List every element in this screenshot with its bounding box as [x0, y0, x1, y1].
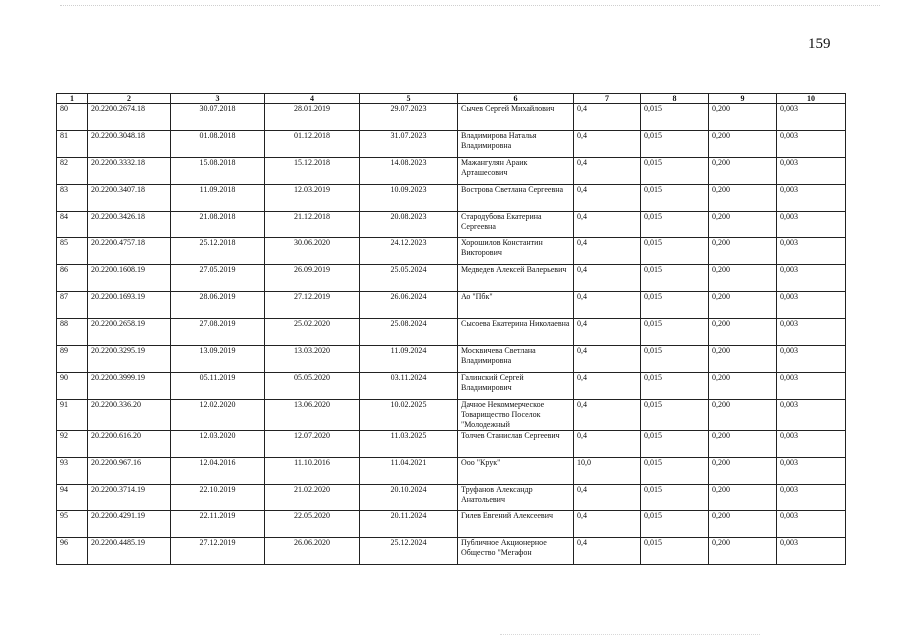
table-row [57, 104, 846, 131]
value-cell: 0,015 [641, 184, 709, 211]
value-cell: 0,003 [777, 538, 846, 565]
row-number: 96 [57, 538, 88, 565]
value-cell: 0,003 [777, 157, 846, 184]
column-header: 2 [88, 94, 171, 104]
column-header: 5 [360, 94, 458, 104]
name-cell: Публичное Акционерное Общество "Мегафон [458, 538, 574, 565]
column-header: 4 [265, 94, 360, 104]
code-cell: 20.2200.3426.18 [88, 211, 171, 238]
value-cell: 0,015 [641, 484, 709, 511]
date-middle-cell: 15.12.2018 [265, 157, 360, 184]
value-cell: 0,015 [641, 130, 709, 157]
date-end-cell: 20.08.2023 [360, 211, 458, 238]
code-cell: 20.2200.967.16 [88, 457, 171, 484]
date-start-cell: 01.08.2018 [171, 130, 265, 157]
date-end-cell: 20.11.2024 [360, 511, 458, 538]
value-cell: 10,0 [574, 457, 641, 484]
value-cell: 0,003 [777, 211, 846, 238]
name-cell: Хорошилов Константин Викторович [458, 238, 574, 265]
date-end-cell: 26.06.2024 [360, 292, 458, 319]
row-number: 92 [57, 430, 88, 457]
date-end-cell: 31.07.2023 [360, 130, 458, 157]
name-cell: Труфанов Александр Анатольевич [458, 484, 574, 511]
value-cell: 0,4 [574, 184, 641, 211]
row-number: 82 [57, 157, 88, 184]
date-end-cell: 14.08.2023 [360, 157, 458, 184]
value-cell: 0,4 [574, 157, 641, 184]
code-cell: 20.2200.3295.19 [88, 346, 171, 373]
code-cell: 20.2200.2674.18 [88, 104, 171, 131]
row-number: 85 [57, 238, 88, 265]
row-number: 86 [57, 265, 88, 292]
value-cell: 0,015 [641, 292, 709, 319]
value-cell: 0,4 [574, 211, 641, 238]
scan-artifact-line [60, 5, 880, 6]
column-header: 3 [171, 94, 265, 104]
value-cell: 0,4 [574, 104, 641, 131]
column-header: 7 [574, 94, 641, 104]
code-cell: 20.2200.4485.19 [88, 538, 171, 565]
value-cell: 0,015 [641, 511, 709, 538]
table-row [57, 346, 846, 373]
value-cell: 0,015 [641, 157, 709, 184]
table-row [57, 157, 846, 184]
table-row [57, 211, 846, 238]
name-cell: Сычев Сергей Михайлович [458, 104, 574, 131]
value-cell: 0,200 [709, 238, 777, 265]
name-cell: Мажангулян Араик Арташесович [458, 157, 574, 184]
table-row [57, 484, 846, 511]
name-cell: Стародубова Екатерина Сергеевна [458, 211, 574, 238]
row-number: 87 [57, 292, 88, 319]
date-end-cell: 10.09.2023 [360, 184, 458, 211]
code-cell: 20.2200.3407.18 [88, 184, 171, 211]
row-number: 84 [57, 211, 88, 238]
value-cell: 0,003 [777, 130, 846, 157]
date-start-cell: 22.11.2019 [171, 511, 265, 538]
date-middle-cell: 25.02.2020 [265, 319, 360, 346]
name-cell: Толчев Станислав Сергеевич [458, 430, 574, 457]
date-middle-cell: 22.05.2020 [265, 511, 360, 538]
value-cell: 0,200 [709, 372, 777, 399]
date-start-cell: 28.06.2019 [171, 292, 265, 319]
value-cell: 0,003 [777, 511, 846, 538]
header-row [57, 94, 846, 104]
value-cell: 0,015 [641, 319, 709, 346]
value-cell: 0,4 [574, 130, 641, 157]
value-cell: 0,4 [574, 372, 641, 399]
table-body [57, 104, 846, 565]
row-number: 89 [57, 346, 88, 373]
row-number: 93 [57, 457, 88, 484]
value-cell: 0,200 [709, 211, 777, 238]
table-row [57, 238, 846, 265]
value-cell: 0,4 [574, 538, 641, 565]
value-cell: 0,200 [709, 430, 777, 457]
value-cell: 0,015 [641, 457, 709, 484]
code-cell: 20.2200.4291.19 [88, 511, 171, 538]
row-number: 90 [57, 372, 88, 399]
column-header: 1 [57, 94, 88, 104]
value-cell: 0,015 [641, 399, 709, 430]
date-middle-cell: 28.01.2019 [265, 104, 360, 131]
value-cell: 0,003 [777, 184, 846, 211]
value-cell: 0,003 [777, 457, 846, 484]
date-middle-cell: 12.03.2019 [265, 184, 360, 211]
date-middle-cell: 27.12.2019 [265, 292, 360, 319]
date-start-cell: 12.03.2020 [171, 430, 265, 457]
value-cell: 0,4 [574, 265, 641, 292]
table-row [57, 319, 846, 346]
date-middle-cell: 21.12.2018 [265, 211, 360, 238]
date-middle-cell: 05.05.2020 [265, 372, 360, 399]
name-cell: Владимирова Наталья Владимировна [458, 130, 574, 157]
registry-table [56, 93, 846, 565]
value-cell: 0,4 [574, 292, 641, 319]
column-header: 10 [777, 94, 846, 104]
code-cell: 20.2200.4757.18 [88, 238, 171, 265]
value-cell: 0,200 [709, 319, 777, 346]
code-cell: 20.2200.1693.19 [88, 292, 171, 319]
value-cell: 0,003 [777, 372, 846, 399]
value-cell: 0,003 [777, 319, 846, 346]
table-row [57, 265, 846, 292]
value-cell: 0,015 [641, 238, 709, 265]
code-cell: 20.2200.3048.18 [88, 130, 171, 157]
date-end-cell: 29.07.2023 [360, 104, 458, 131]
value-cell: 0,4 [574, 511, 641, 538]
code-cell: 20.2200.3714.19 [88, 484, 171, 511]
date-middle-cell: 21.02.2020 [265, 484, 360, 511]
row-number: 88 [57, 319, 88, 346]
code-cell: 20.2200.3332.18 [88, 157, 171, 184]
row-number: 94 [57, 484, 88, 511]
date-start-cell: 12.02.2020 [171, 399, 265, 430]
table-row [57, 457, 846, 484]
date-end-cell: 03.11.2024 [360, 372, 458, 399]
date-start-cell: 25.12.2018 [171, 238, 265, 265]
column-header: 9 [709, 94, 777, 104]
value-cell: 0,003 [777, 346, 846, 373]
value-cell: 0,4 [574, 346, 641, 373]
row-number: 95 [57, 511, 88, 538]
value-cell: 0,4 [574, 399, 641, 430]
table-row [57, 430, 846, 457]
row-number: 81 [57, 130, 88, 157]
value-cell: 0,015 [641, 346, 709, 373]
date-middle-cell: 11.10.2016 [265, 457, 360, 484]
table-row [57, 538, 846, 565]
value-cell: 0,003 [777, 265, 846, 292]
date-start-cell: 27.05.2019 [171, 265, 265, 292]
date-start-cell: 27.08.2019 [171, 319, 265, 346]
value-cell: 0,003 [777, 399, 846, 430]
date-start-cell: 12.04.2016 [171, 457, 265, 484]
code-cell: 20.2200.2658.19 [88, 319, 171, 346]
table-row [57, 372, 846, 399]
value-cell: 0,200 [709, 184, 777, 211]
name-cell: Вострова Светлана Сергеевна [458, 184, 574, 211]
date-middle-cell: 13.03.2020 [265, 346, 360, 373]
table-row [57, 130, 846, 157]
value-cell: 0,200 [709, 157, 777, 184]
value-cell: 0,200 [709, 346, 777, 373]
column-header: 8 [641, 94, 709, 104]
value-cell: 0,015 [641, 211, 709, 238]
code-cell: 20.2200.1608.19 [88, 265, 171, 292]
name-cell: Галинский Сергей Владимирович [458, 372, 574, 399]
value-cell: 0,003 [777, 484, 846, 511]
date-start-cell: 22.10.2019 [171, 484, 265, 511]
value-cell: 0,200 [709, 292, 777, 319]
table-row [57, 511, 846, 538]
value-cell: 0,4 [574, 484, 641, 511]
row-number: 83 [57, 184, 88, 211]
name-cell: Сысоева Екатерина Николаевна [458, 319, 574, 346]
value-cell: 0,200 [709, 484, 777, 511]
table-row [57, 399, 846, 430]
name-cell: Москвичева Светлана Владимировна [458, 346, 574, 373]
value-cell: 0,015 [641, 538, 709, 565]
date-end-cell: 20.10.2024 [360, 484, 458, 511]
date-end-cell: 25.05.2024 [360, 265, 458, 292]
name-cell: Ооо "Крук" [458, 457, 574, 484]
value-cell: 0,015 [641, 430, 709, 457]
value-cell: 0,4 [574, 238, 641, 265]
date-start-cell: 11.09.2018 [171, 184, 265, 211]
code-cell: 20.2200.616.20 [88, 430, 171, 457]
table-row [57, 184, 846, 211]
date-middle-cell: 26.06.2020 [265, 538, 360, 565]
date-end-cell: 10.02.2025 [360, 399, 458, 430]
scan-artifact-line [500, 634, 760, 635]
table-row [57, 292, 846, 319]
value-cell: 0,200 [709, 538, 777, 565]
date-start-cell: 05.11.2019 [171, 372, 265, 399]
value-cell: 0,200 [709, 265, 777, 292]
date-end-cell: 24.12.2023 [360, 238, 458, 265]
date-start-cell: 21.08.2018 [171, 211, 265, 238]
value-cell: 0,200 [709, 511, 777, 538]
date-middle-cell: 13.06.2020 [265, 399, 360, 430]
date-start-cell: 13.09.2019 [171, 346, 265, 373]
date-start-cell: 30.07.2018 [171, 104, 265, 131]
value-cell: 0,200 [709, 457, 777, 484]
value-cell: 0,200 [709, 130, 777, 157]
value-cell: 0,4 [574, 319, 641, 346]
date-end-cell: 25.08.2024 [360, 319, 458, 346]
date-end-cell: 25.12.2024 [360, 538, 458, 565]
column-header: 6 [458, 94, 574, 104]
date-middle-cell: 12.07.2020 [265, 430, 360, 457]
page-number: 159 [808, 36, 831, 52]
value-cell: 0,003 [777, 292, 846, 319]
value-cell: 0,003 [777, 430, 846, 457]
date-middle-cell: 01.12.2018 [265, 130, 360, 157]
date-middle-cell: 26.09.2019 [265, 265, 360, 292]
name-cell: Ао "Пбк" [458, 292, 574, 319]
code-cell: 20.2200.336.20 [88, 399, 171, 430]
value-cell: 0,015 [641, 104, 709, 131]
date-start-cell: 15.08.2018 [171, 157, 265, 184]
date-end-cell: 11.04.2021 [360, 457, 458, 484]
name-cell: Дачное Некоммерческое Товарищество Поселок "Молодежный [458, 399, 574, 430]
value-cell: 0,015 [641, 265, 709, 292]
date-start-cell: 27.12.2019 [171, 538, 265, 565]
value-cell: 0,015 [641, 372, 709, 399]
value-cell: 0,003 [777, 104, 846, 131]
code-cell: 20.2200.3999.19 [88, 372, 171, 399]
date-middle-cell: 30.06.2020 [265, 238, 360, 265]
value-cell: 0,4 [574, 430, 641, 457]
row-number: 91 [57, 399, 88, 430]
value-cell: 0,200 [709, 104, 777, 131]
date-end-cell: 11.03.2025 [360, 430, 458, 457]
row-number: 80 [57, 104, 88, 131]
date-end-cell: 11.09.2024 [360, 346, 458, 373]
name-cell: Гилев Евгений Алексеевич [458, 511, 574, 538]
value-cell: 0,003 [777, 238, 846, 265]
name-cell: Медведев Алексей Валерьевич [458, 265, 574, 292]
value-cell: 0,200 [709, 399, 777, 430]
